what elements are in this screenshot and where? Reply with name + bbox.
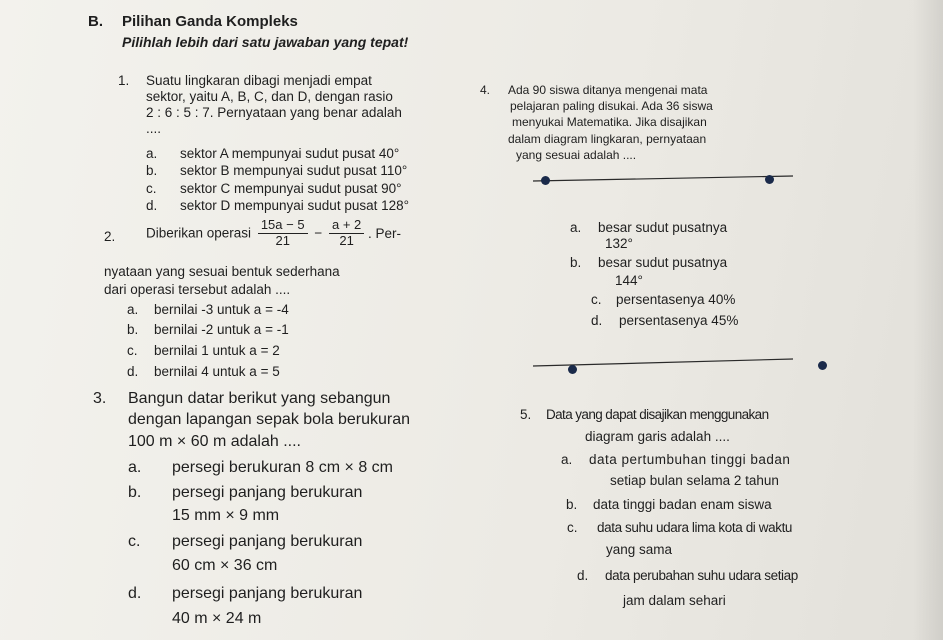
q4-option-a-line-2[interactable]: 132°: [605, 236, 633, 251]
q3-option-c[interactable]: persegi panjang berukuran: [172, 533, 363, 550]
q2-option-c[interactable]: bernilai 1 untuk a = 2: [154, 343, 280, 358]
q5-option-b-letter[interactable]: b.: [566, 497, 578, 512]
q4-option-c-letter[interactable]: c.: [591, 292, 602, 307]
q1-option-b[interactable]: sektor B mempunyai sudut pusat 110°: [180, 163, 408, 178]
q3-option-d[interactable]: persegi panjang berukuran: [172, 585, 363, 602]
q4-option-a-letter[interactable]: a.: [570, 220, 582, 235]
frame-corner-dot-tl: [541, 176, 550, 185]
q2-frac2-denominator: 21: [339, 232, 354, 248]
q2-option-a[interactable]: bernilai -3 untuk a = -4: [154, 302, 289, 317]
q2-frac2-numerator: a + 2: [329, 218, 364, 234]
q3-option-c-line-2[interactable]: 60 cm × 36 cm: [172, 557, 278, 574]
q5-number: 5.: [520, 407, 532, 422]
q4-option-b[interactable]: besar sudut pusatnya: [598, 255, 728, 270]
q1-option-a[interactable]: sektor A mempunyai sudut pusat 40°: [180, 146, 400, 161]
q3-option-d-line-2[interactable]: 40 m × 24 m: [172, 610, 262, 627]
q2-intro: Diberikan operasi: [146, 225, 252, 241]
q4-option-a[interactable]: besar sudut pusatnya: [598, 220, 728, 235]
q3-option-a[interactable]: persegi berukuran 8 cm × 8 cm: [172, 459, 393, 476]
q2-option-b-letter[interactable]: b.: [127, 322, 139, 337]
frame-corner-dot-bl: [568, 365, 577, 374]
q3-option-c-letter[interactable]: c.: [128, 533, 141, 550]
q3-option-b-letter[interactable]: b.: [128, 484, 142, 501]
q4-option-c[interactable]: persentasenya 40%: [616, 292, 736, 307]
q3-option-d-letter[interactable]: d.: [128, 585, 142, 602]
q5-line-1: Data yang dapat disajikan menggunakan: [546, 407, 769, 422]
q1-option-c[interactable]: sektor C mempunyai sudut pusat 90°: [180, 181, 402, 196]
q1-option-c-letter[interactable]: c.: [146, 181, 157, 196]
q1-option-d-letter[interactable]: d.: [146, 198, 158, 213]
q3-option-a-letter[interactable]: a.: [128, 459, 142, 476]
q1-line-2: sektor, yaitu A, B, C, dan D, dengan rasio: [146, 89, 393, 104]
page-edge-shadow: [913, 0, 943, 640]
q3-option-b[interactable]: persegi panjang berukuran: [172, 484, 363, 501]
q2-after: . Per-: [368, 225, 402, 241]
q5-option-c-line-2[interactable]: yang sama: [606, 542, 673, 557]
q4-line-4: dalam diagram lingkaran, pernyataan: [508, 132, 707, 146]
q2-option-d[interactable]: bernilai 4 untuk a = 5: [154, 364, 280, 379]
q5-option-d-line-2[interactable]: jam dalam sehari: [623, 593, 726, 608]
q1-line-3: 2 : 6 : 5 : 7. Pernyataan yang benar adalah: [146, 105, 402, 120]
q4-line-2: pelajaran paling disukai. Ada 36 siswa: [510, 99, 713, 113]
q4-option-b-letter[interactable]: b.: [570, 255, 582, 270]
frame-corner-dot-tr: [765, 175, 774, 184]
q1-number: 1.: [118, 73, 130, 88]
q2-minus: −: [314, 225, 323, 241]
q2-frac1-denominator: 21: [275, 232, 290, 248]
q4-line-3: menyukai Matematika. Jika disajikan: [512, 115, 707, 129]
q1-option-a-letter[interactable]: a.: [146, 146, 158, 161]
q5-line-2: diagram garis adalah ....: [585, 429, 730, 444]
q2-option-c-letter[interactable]: c.: [127, 343, 138, 358]
q2-line-2: dari operasi tersebut adalah ....: [104, 282, 291, 297]
q5-option-a-line-2[interactable]: setiap bulan selama 2 tahun: [610, 473, 779, 488]
q2-line-1: nyataan yang sesuai bentuk sederhana: [104, 264, 340, 279]
q4-line-5: yang sesuai adalah ....: [516, 148, 637, 162]
q4-option-b-line-2[interactable]: 144°: [615, 273, 643, 288]
q5-option-b[interactable]: data tinggi badan enam siswa: [593, 497, 772, 512]
q1-option-b-letter[interactable]: b.: [146, 163, 158, 178]
q3-number: 3.: [93, 390, 107, 407]
q5-option-d[interactable]: data perubahan suhu udara setiap: [605, 568, 798, 583]
q2-option-b[interactable]: bernilai -2 untuk a = -1: [154, 322, 289, 337]
q2-fraction-1: [258, 218, 308, 249]
q4-option-d[interactable]: persentasenya 45%: [619, 313, 739, 328]
q2-option-a-letter[interactable]: a.: [127, 302, 139, 317]
q3-line-3: 100 m × 60 m adalah ....: [128, 433, 301, 450]
q2-frac1-numerator: 15a − 5: [258, 218, 308, 234]
frame-corner-dot-br: [818, 361, 827, 370]
q4-number: 4.: [480, 83, 491, 97]
q5-option-c[interactable]: data suhu udara lima kota di waktu: [597, 520, 793, 535]
q1-line-4: ....: [146, 121, 162, 136]
section-title: Pilihan Ganda Kompleks: [122, 13, 298, 30]
q5-option-c-letter[interactable]: c.: [567, 520, 578, 535]
section-instruction: Pilihlah lebih dari satu jawaban yang tepat!: [122, 34, 409, 50]
q2-option-d-letter[interactable]: d.: [127, 364, 139, 379]
q5-option-d-letter[interactable]: d.: [577, 568, 589, 583]
q3-line-2: dengan lapangan sepak bola berukuran: [128, 411, 411, 428]
q1-line-1: Suatu lingkaran dibagi menjadi empat: [146, 73, 372, 88]
q3-option-b-line-2[interactable]: 15 mm × 9 mm: [172, 507, 280, 524]
q2-expression: [146, 218, 401, 249]
q4-option-d-letter[interactable]: d.: [591, 313, 603, 328]
q1-option-d[interactable]: sektor D mempunyai sudut pusat 128°: [180, 198, 410, 213]
frame-top-line: [533, 176, 793, 181]
q5-option-a-letter[interactable]: a.: [561, 452, 573, 467]
q4-line-1: Ada 90 siswa ditanya mengenai mata: [508, 83, 708, 97]
q3-line-1: Bangun datar berikut yang sebangun: [128, 390, 391, 407]
section-label: B.: [88, 13, 103, 30]
q2-fraction-2: [329, 218, 364, 249]
q2-number: 2.: [104, 229, 116, 244]
q5-option-a[interactable]: data pertumbuhan tinggi badan: [589, 452, 791, 467]
